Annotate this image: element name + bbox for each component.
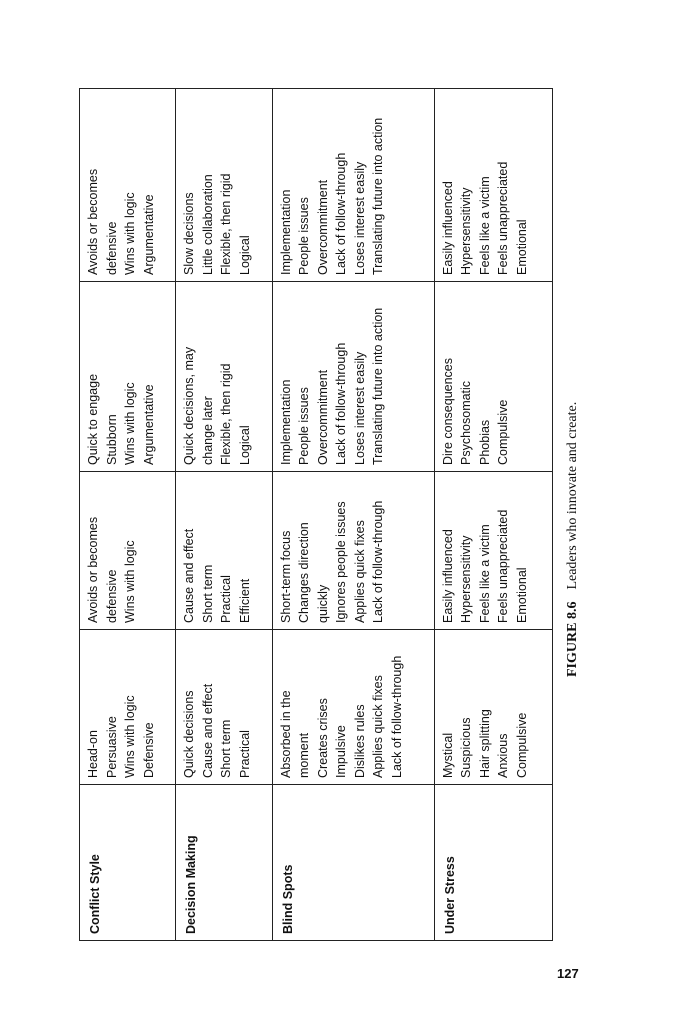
cell-line: Lack of follow-through bbox=[389, 655, 404, 778]
cell-line: Hair splitting bbox=[477, 709, 492, 778]
cell-line: change later bbox=[200, 396, 215, 465]
cell-line: Dire consequences bbox=[440, 357, 455, 465]
cell-line: Anxious bbox=[496, 733, 511, 778]
cell-line: Lack of follow-through bbox=[334, 342, 348, 465]
cell-line: Short term bbox=[219, 719, 234, 778]
cell-line: Practical bbox=[237, 730, 252, 778]
cell-line: Stubborn bbox=[104, 414, 119, 465]
cell-line: Implementation bbox=[278, 379, 293, 465]
table-cell bbox=[434, 89, 552, 282]
cell-line: Flexible, then rigid bbox=[219, 363, 234, 465]
cell-line: Emotional bbox=[514, 567, 529, 623]
cell-line: Wins with logic bbox=[123, 540, 137, 623]
cell-line: Quick decisions, may bbox=[182, 346, 197, 465]
cell-line: Feels unappreciated bbox=[496, 509, 511, 623]
table-row bbox=[176, 89, 272, 941]
cell-line: Mystical bbox=[440, 732, 455, 778]
figure-number: FIGURE 8.6 bbox=[565, 601, 580, 677]
cell-line: Creates crises bbox=[315, 698, 330, 778]
cell-line: Overcommitment bbox=[315, 179, 330, 275]
cell-line: Flexible, then rigid bbox=[219, 173, 234, 275]
cell-line: Argumentative bbox=[141, 384, 156, 465]
table-row bbox=[434, 89, 552, 941]
cell-line: Persuasive bbox=[104, 716, 119, 778]
cell-line: defensive bbox=[104, 569, 119, 623]
cell-line: Feels like a victim bbox=[477, 524, 492, 623]
cell-line: Defensive bbox=[141, 722, 156, 778]
cell-line: Easily influenced bbox=[440, 181, 455, 275]
cell-line: Changes direction bbox=[297, 522, 311, 623]
cell-line: Slow decisions bbox=[182, 192, 197, 275]
cell-line: Suspicious bbox=[459, 717, 474, 778]
table-cell bbox=[176, 282, 272, 472]
table-cell bbox=[176, 472, 272, 630]
leader-traits-table bbox=[79, 88, 553, 941]
figure-caption bbox=[565, 402, 581, 677]
cell-line: Impulsive bbox=[334, 725, 348, 778]
table-row bbox=[272, 89, 434, 941]
cell-line: Applies quick fixes bbox=[371, 675, 385, 778]
cell-line: Lack of follow-through bbox=[371, 500, 385, 623]
table-cell bbox=[272, 282, 434, 472]
cell-line: Feels unappreciated bbox=[496, 161, 511, 275]
cell-line: Phobias bbox=[477, 419, 492, 465]
table-cell bbox=[80, 89, 176, 282]
table-cell bbox=[272, 89, 434, 282]
page-number: 127 bbox=[557, 966, 579, 981]
cell-line: Cause and effect bbox=[200, 683, 215, 778]
cell-line: Little collaboration bbox=[200, 174, 215, 275]
cell-line: Translating future into action bbox=[371, 307, 385, 465]
cell-line: Avoids or becomes bbox=[86, 168, 100, 275]
cell-line: Wins with logic bbox=[123, 695, 137, 778]
cell-line: moment bbox=[297, 732, 311, 778]
rotated-table-container bbox=[79, 89, 553, 941]
row-label: Conflict Style bbox=[80, 785, 176, 941]
cell-line: Quick decisions bbox=[182, 690, 197, 778]
cell-line: quickly bbox=[315, 584, 330, 623]
cell-line: Compulsive bbox=[514, 712, 529, 778]
cell-line: Wins with logic bbox=[123, 382, 137, 465]
table-cell bbox=[434, 630, 552, 785]
cell-line: Hypersensitivity bbox=[459, 535, 474, 623]
table-cell bbox=[80, 472, 176, 630]
cell-line: Psychosomatic bbox=[459, 380, 474, 465]
cell-line: Easily influenced bbox=[440, 529, 455, 623]
cell-line: Compulsive bbox=[496, 399, 511, 465]
cell-line: Logical bbox=[237, 425, 252, 465]
cell-line: Short term bbox=[200, 564, 215, 623]
cell-line: People issues bbox=[297, 197, 311, 275]
cell-line: Cause and effect bbox=[182, 528, 197, 623]
cell-line: Quick to engage bbox=[86, 373, 100, 465]
cell-line: Emotional bbox=[514, 219, 529, 275]
cell-line: Implementation bbox=[278, 189, 293, 275]
row-label: Blind Spots bbox=[272, 785, 434, 941]
cell-line: Loses interest easily bbox=[352, 351, 367, 465]
cell-line: Head-on bbox=[86, 730, 100, 778]
cell-line: Efficient bbox=[237, 578, 252, 623]
table-body bbox=[80, 89, 553, 941]
cell-line: Avoids or becomes bbox=[86, 516, 100, 623]
table-cell bbox=[434, 282, 552, 472]
cell-line: Wins with logic bbox=[123, 192, 137, 275]
cell-line: Loses interest easily bbox=[352, 161, 367, 275]
cell-line: Argumentative bbox=[141, 194, 156, 275]
table-cell bbox=[80, 282, 176, 472]
cell-line: Feels like a victim bbox=[477, 176, 492, 275]
table-cell bbox=[434, 472, 552, 630]
cell-line: Applies quick fixes bbox=[352, 520, 367, 623]
cell-line: Lack of follow-through bbox=[334, 152, 348, 275]
cell-line: defensive bbox=[104, 221, 119, 275]
cell-line: Translating future into action bbox=[371, 117, 385, 275]
cell-line: Practical bbox=[219, 575, 234, 623]
table-cell bbox=[272, 472, 434, 630]
table-cell bbox=[272, 630, 434, 785]
figure-caption-text: Leaders who innovate and create. bbox=[565, 401, 580, 590]
cell-line: Short-term focus bbox=[278, 530, 293, 623]
table-cell bbox=[176, 89, 272, 282]
cell-line: Absorbed in the bbox=[278, 690, 293, 778]
cell-line: Overcommitment bbox=[315, 369, 330, 465]
table-row bbox=[80, 89, 176, 941]
row-label: Under Stress bbox=[434, 785, 552, 941]
cell-line: Logical bbox=[237, 235, 252, 275]
table-cell bbox=[80, 630, 176, 785]
cell-line: Dislikes rules bbox=[352, 704, 367, 778]
table-cell bbox=[176, 630, 272, 785]
row-label: Decision Making bbox=[176, 785, 272, 941]
cell-line: People issues bbox=[297, 387, 311, 465]
cell-line: Ignores people issues bbox=[334, 501, 348, 623]
cell-line: Hypersensitivity bbox=[459, 187, 474, 275]
